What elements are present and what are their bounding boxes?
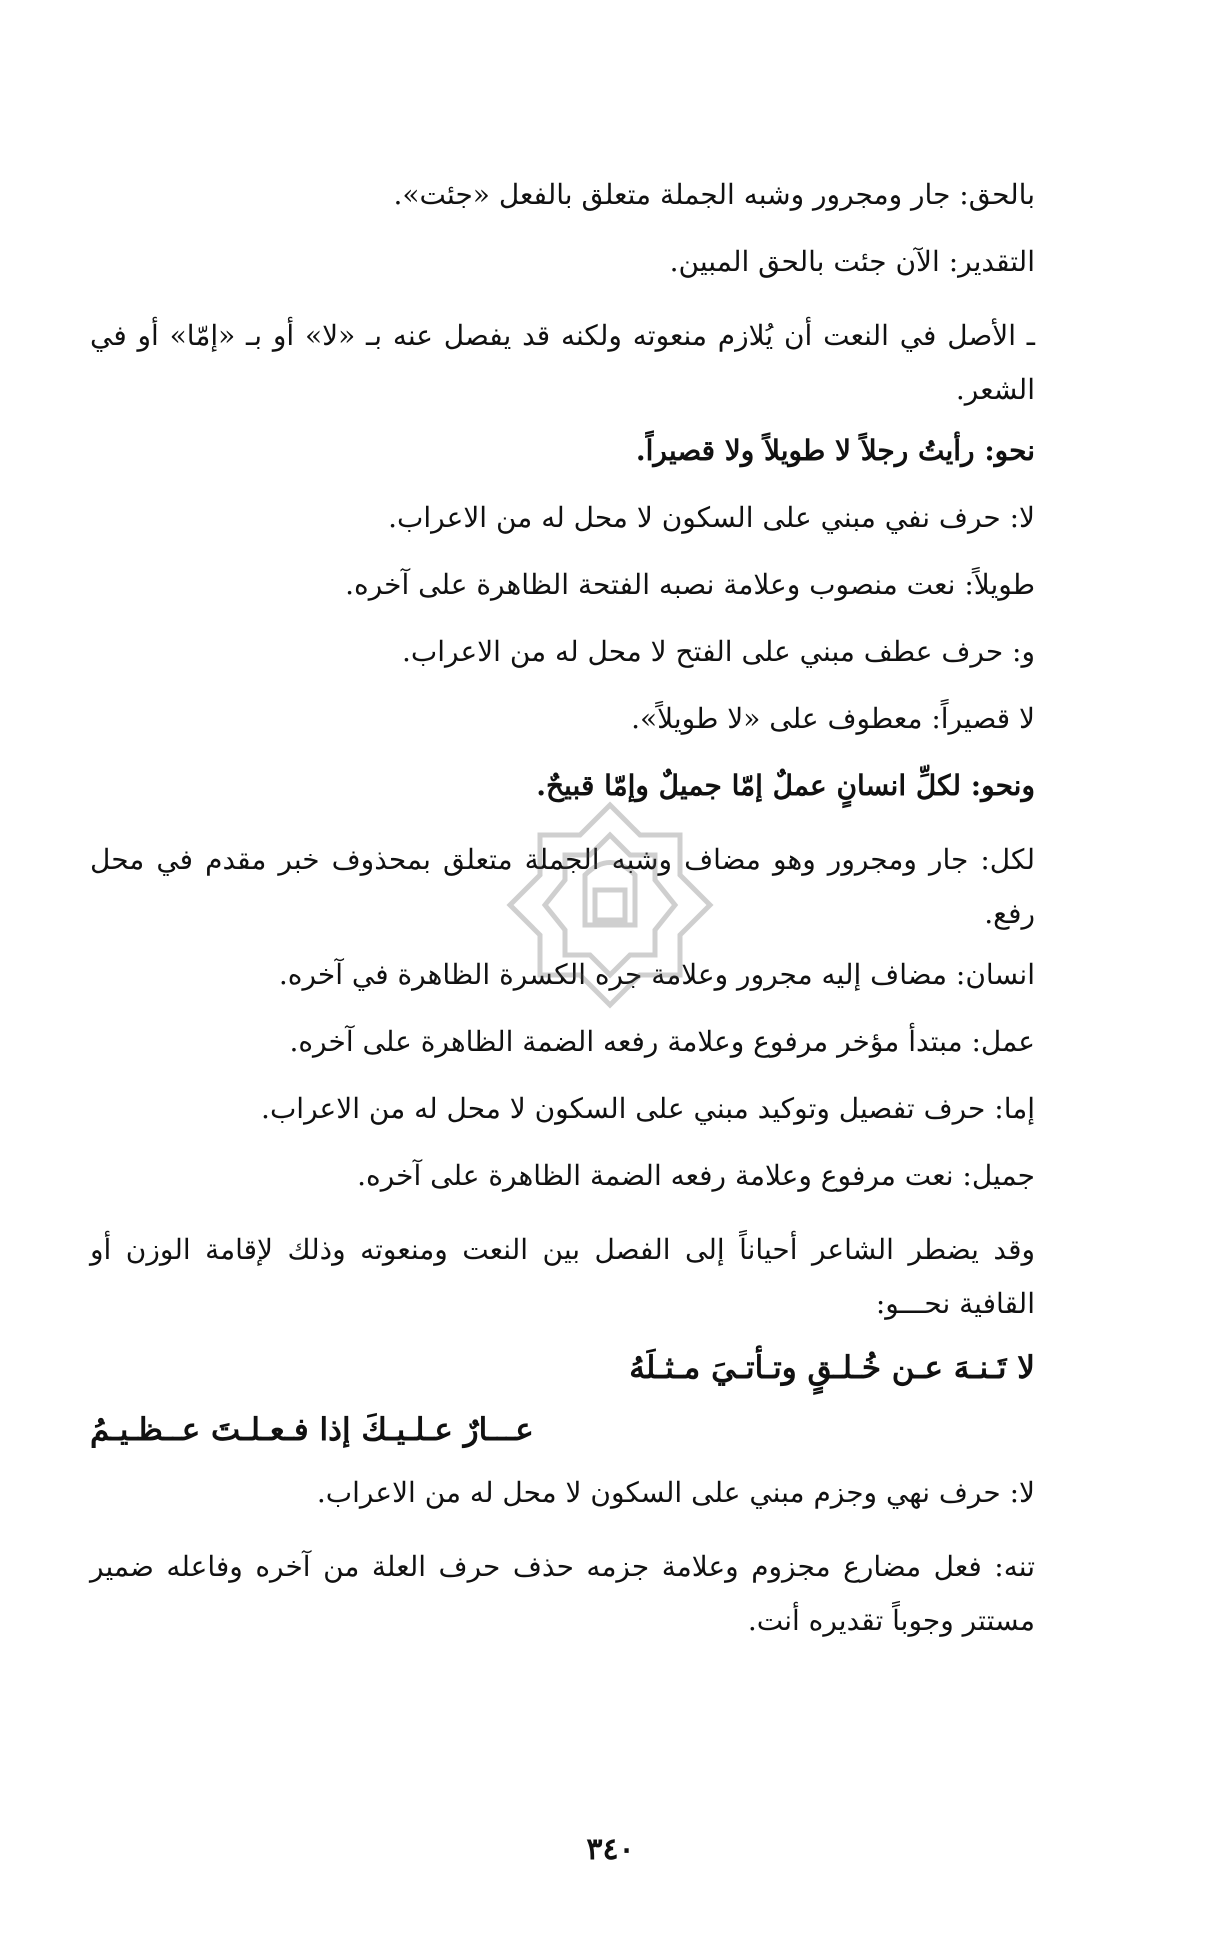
verse-first-hemistich: لا تَـنـهَ عـن خُـلـقٍ وتـأتـيَ مـثـلَهُ	[629, 1350, 1035, 1386]
text-line: التقدير: الآن جئت بالحق المبين.	[669, 245, 1035, 278]
page-number: ٣٤٠	[586, 1832, 635, 1867]
text-line: طويلاً: نعت منصوب وعلامة نصبه الفتحة الظاهرة على آخره.	[345, 568, 1035, 601]
text-line: بالحق: جار ومجرور وشبه الجملة متعلق بالفعل «جئت».	[393, 178, 1035, 211]
text-line: إما: حرف تفصيل وتوكيد مبني على السكون لا محل له من الاعراب.	[261, 1092, 1035, 1125]
text-line: لا: حرف نفي مبني على السكون لا محل له من الاعراب.	[388, 501, 1035, 534]
example-line: ونحو: لكلِّ انسانٍ عملٌ إمّا جميلٌ وإمّا قبيحٌ.	[536, 769, 1035, 802]
text-paragraph: لكل: جار ومجرور وهو مضاف وشبه الجملة متعلق بمحذوف خبر مقدم في محل رفع.	[90, 843, 1035, 930]
text-line: لا قصيراً: معطوف على «لا طويلاً».	[631, 702, 1035, 735]
text-line: جميل: نعت مرفوع وعلامة رفعه الضمة الظاهرة على آخره.	[357, 1159, 1035, 1192]
text-line: انسان: مضاف إليه مجرور وعلامة جره الكسرة الظاهرة في آخره.	[278, 958, 1035, 991]
example-line: نحو: رأيتُ رجلاً لا طويلاً ولا قصيراً.	[635, 434, 1035, 467]
text-line: و: حرف عطف مبني على الفتح لا محل له من الاعراب.	[402, 635, 1035, 668]
text-paragraph: تنه: فعل مضارع مجزوم وعلامة جزمه حذف حرف العلة من آخره وفاعله ضمير مستتر وجوباً تقديره أنت.	[90, 1550, 1035, 1637]
text-paragraph: ـ الأصل في النعت أن يُلازم منعوته ولكنه قد يفصل عنه بـ «لا» أو بـ «إمّا» أو في الشعر.	[90, 319, 1035, 406]
page-body	[90, 175, 1035, 1662]
verse-second-hemistich: عـــارٌ عـلـيـكَ إذا فـعـلـتَ عــظـيـمُ	[90, 1412, 534, 1448]
text-line: لا: حرف نهي وجزم مبني على السكون لا محل له من الاعراب.	[316, 1476, 1035, 1509]
text-line: عمل: مبتدأ مؤخر مرفوع وعلامة رفعه الضمة الظاهرة على آخره.	[289, 1025, 1035, 1058]
text-paragraph: وقد يضطر الشاعر أحياناً إلى الفصل بين النعت ومنعوته وذلك لإقامة الوزن أو القافية نحـــو:	[90, 1233, 1035, 1320]
